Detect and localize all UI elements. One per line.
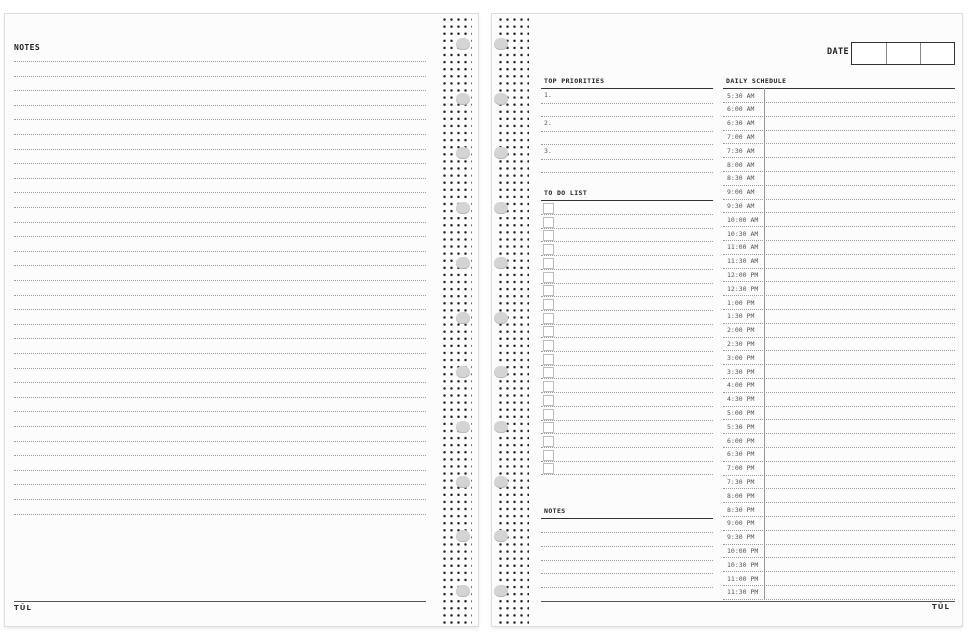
time-slot-line[interactable] — [723, 599, 955, 600]
time-slot-label: 8:00 PM — [727, 491, 755, 500]
ruled-line[interactable] — [14, 397, 426, 398]
todo-line[interactable] — [541, 241, 713, 242]
schedule-heading: DAILY SCHEDULE — [726, 77, 787, 85]
priority-number: 1. — [544, 91, 552, 99]
todo-line[interactable] — [541, 296, 713, 297]
time-slot-line[interactable] — [723, 171, 955, 172]
time-slot-line[interactable] — [723, 488, 955, 489]
ruled-line[interactable] — [14, 455, 426, 456]
todo-line[interactable] — [541, 310, 713, 311]
time-slot-label: 8:30 AM — [727, 174, 755, 183]
ruled-line[interactable] — [14, 280, 426, 281]
time-slot-line[interactable] — [723, 130, 955, 131]
time-slot-label: 10:00 PM — [727, 546, 759, 555]
ruled-line[interactable] — [541, 573, 713, 574]
time-slot-line[interactable] — [723, 102, 955, 103]
ruled-line[interactable] — [14, 236, 426, 237]
ruled-line[interactable] — [14, 90, 426, 91]
footer-rule-right — [541, 601, 955, 602]
todo-checkbox[interactable] — [543, 217, 554, 228]
time-slot-label: 8:30 PM — [727, 505, 755, 514]
ruled-line[interactable] — [14, 295, 426, 296]
time-slot-label: 12:30 PM — [727, 284, 759, 293]
brand-logo: TŪL — [14, 604, 32, 612]
time-slot-line[interactable] — [723, 571, 955, 572]
time-slot-line[interactable] — [723, 185, 955, 186]
binder-ring — [456, 93, 470, 105]
binder-ring — [456, 476, 470, 488]
time-slot-label: 10:30 PM — [727, 560, 759, 569]
left-notes-page — [5, 14, 478, 626]
time-slot-line[interactable] — [723, 544, 955, 545]
ruled-line[interactable] — [14, 251, 426, 252]
time-slot-line[interactable] — [723, 212, 955, 213]
notes-rule — [541, 518, 713, 519]
todo-line[interactable] — [541, 378, 713, 379]
time-slot-line[interactable] — [723, 143, 955, 144]
priority-line[interactable] — [541, 116, 713, 117]
schedule-divider — [764, 88, 765, 600]
ruled-line[interactable] — [14, 324, 426, 325]
ruled-line[interactable] — [541, 532, 713, 533]
time-slot-line[interactable] — [723, 557, 955, 558]
time-slot-line[interactable] — [723, 350, 955, 351]
priority-line[interactable] — [541, 103, 713, 104]
time-slot-label: 1:00 PM — [727, 298, 755, 307]
ruled-line[interactable] — [14, 499, 426, 500]
schedule-rule — [723, 88, 955, 89]
todo-checkbox[interactable] — [543, 203, 554, 214]
ruled-line[interactable] — [14, 105, 426, 106]
todo-line[interactable] — [541, 228, 713, 229]
time-slot-label: 11:30 AM — [727, 257, 759, 266]
time-slot-line[interactable] — [723, 226, 955, 227]
todo-checkbox[interactable] — [543, 463, 554, 474]
time-slot-line[interactable] — [723, 157, 955, 158]
time-slot-label: 8:00 AM — [727, 160, 755, 169]
brand-logo-right: TŪL — [932, 603, 950, 611]
priority-number: 2. — [544, 119, 552, 127]
binder-ring — [494, 93, 508, 105]
priority-line[interactable] — [541, 131, 713, 132]
time-slot-line[interactable] — [723, 585, 955, 586]
todo-checkbox[interactable] — [543, 450, 554, 461]
ruled-line[interactable] — [14, 514, 426, 515]
priority-number: 3. — [544, 147, 552, 155]
time-slot-line[interactable] — [723, 254, 955, 255]
time-slot-label: 5:30 AM — [727, 91, 755, 100]
time-slot-line[interactable] — [723, 516, 955, 517]
binder-ring — [494, 257, 508, 269]
ruled-line[interactable] — [14, 382, 426, 383]
time-slot-label: 3:30 PM — [727, 367, 755, 376]
todo-checkbox[interactable] — [543, 299, 554, 310]
time-slot-line[interactable] — [723, 309, 955, 310]
todo-line[interactable] — [541, 461, 713, 462]
binder-ring — [456, 366, 470, 378]
todo-rule — [541, 200, 713, 201]
ruled-line[interactable] — [14, 76, 426, 77]
date-field[interactable] — [851, 42, 955, 65]
todo-line[interactable] — [541, 447, 713, 448]
todo-line[interactable] — [541, 351, 713, 352]
todo-heading: TO DO LIST — [544, 189, 588, 197]
binder-ring — [494, 366, 508, 378]
todo-line[interactable] — [541, 474, 713, 475]
time-slot-label: 2:30 PM — [727, 339, 755, 348]
ruled-line[interactable] — [14, 426, 426, 427]
ruled-line[interactable] — [14, 207, 426, 208]
ruled-line[interactable] — [14, 411, 426, 412]
time-slot-label: 5:30 PM — [727, 422, 755, 431]
priority-line[interactable] — [541, 172, 713, 173]
time-slot-label: 10:00 AM — [727, 215, 759, 224]
time-slot-line[interactable] — [723, 323, 955, 324]
time-slot-line[interactable] — [723, 502, 955, 503]
time-slot-label: 9:30 AM — [727, 201, 755, 210]
top-priorities-rule — [541, 88, 713, 89]
todo-checkbox[interactable] — [543, 395, 554, 406]
time-slot-label: 3:00 PM — [727, 353, 755, 362]
ruled-line[interactable] — [14, 338, 426, 339]
ruled-line[interactable] — [14, 265, 426, 266]
notes-heading-right: NOTES — [544, 507, 566, 515]
todo-checkbox[interactable] — [543, 313, 554, 324]
date-label: DATE — [827, 47, 850, 57]
ruled-line[interactable] — [14, 484, 426, 485]
time-slot-label: 7:30 PM — [727, 477, 755, 486]
todo-line[interactable] — [541, 214, 713, 215]
todo-checkbox[interactable] — [543, 272, 554, 283]
ruled-line[interactable] — [14, 61, 426, 62]
ruled-line[interactable] — [541, 587, 713, 588]
binder-ring — [494, 530, 508, 542]
time-slot-label: 6:30 PM — [727, 450, 755, 459]
ruled-line[interactable] — [14, 134, 426, 135]
binder-ring — [494, 421, 508, 433]
ruled-line[interactable] — [14, 222, 426, 223]
binder-ring — [456, 38, 470, 50]
time-slot-label: 6:00 PM — [727, 436, 755, 445]
time-slot-line[interactable] — [723, 199, 955, 200]
binder-ring — [494, 202, 508, 214]
ruled-line[interactable] — [14, 441, 426, 442]
todo-checkbox[interactable] — [543, 326, 554, 337]
time-slot-line[interactable] — [723, 364, 955, 365]
binder-ring — [494, 312, 508, 324]
time-slot-line[interactable] — [723, 419, 955, 420]
todo-checkbox[interactable] — [543, 367, 554, 378]
binder-ring — [494, 476, 508, 488]
ruled-line[interactable] — [14, 368, 426, 369]
time-slot-label: 12:00 PM — [727, 270, 759, 279]
todo-line[interactable] — [541, 255, 713, 256]
binder-ring — [494, 38, 508, 50]
todo-line[interactable] — [541, 365, 713, 366]
ruled-line[interactable] — [14, 178, 426, 179]
time-slot-label: 9:30 PM — [727, 533, 755, 542]
binder-ring — [456, 530, 470, 542]
ruled-line[interactable] — [541, 560, 713, 561]
time-slot-line[interactable] — [723, 530, 955, 531]
time-slot-line[interactable] — [723, 433, 955, 434]
time-slot-label: 1:30 PM — [727, 312, 755, 321]
todo-checkbox[interactable] — [543, 422, 554, 433]
todo-checkbox[interactable] — [543, 230, 554, 241]
time-slot-label: 7:00 PM — [727, 464, 755, 473]
time-slot-label: 6:30 AM — [727, 119, 755, 128]
todo-checkbox[interactable] — [543, 258, 554, 269]
time-slot-label: 10:30 AM — [727, 229, 759, 238]
time-slot-label: 11:30 PM — [727, 588, 759, 597]
time-slot-label: 9:00 AM — [727, 188, 755, 197]
time-slot-label: 7:00 AM — [727, 132, 755, 141]
todo-line[interactable] — [541, 433, 713, 434]
ruled-line[interactable] — [14, 149, 426, 150]
time-slot-line[interactable] — [723, 447, 955, 448]
priority-line[interactable] — [541, 159, 713, 160]
binder-ring — [494, 585, 508, 597]
priority-line[interactable] — [541, 144, 713, 145]
footer-rule — [14, 601, 426, 602]
todo-checkbox[interactable] — [543, 340, 554, 351]
todo-line[interactable] — [541, 420, 713, 421]
right-planner-page — [492, 14, 962, 626]
time-slot-line[interactable] — [723, 268, 955, 269]
time-slot-label: 2:00 PM — [727, 326, 755, 335]
time-slot-line[interactable] — [723, 295, 955, 296]
ruled-line[interactable] — [14, 353, 426, 354]
ruled-line[interactable] — [14, 470, 426, 471]
ruled-line[interactable] — [14, 192, 426, 193]
todo-line[interactable] — [541, 283, 713, 284]
todo-checkbox[interactable] — [543, 381, 554, 392]
time-slot-line[interactable] — [723, 116, 955, 117]
time-slot-label: 7:30 AM — [727, 146, 755, 155]
time-slot-line[interactable] — [723, 461, 955, 462]
time-slot-label: 11:00 PM — [727, 574, 759, 583]
ruled-line[interactable] — [14, 119, 426, 120]
todo-line[interactable] — [541, 406, 713, 407]
binder-ring — [456, 202, 470, 214]
time-slot-label: 4:30 PM — [727, 395, 755, 404]
ruled-line[interactable] — [541, 546, 713, 547]
todo-line[interactable] — [541, 324, 713, 325]
time-slot-label: 6:00 AM — [727, 105, 755, 114]
todo-checkbox[interactable] — [543, 436, 554, 447]
time-slot-label: 9:00 PM — [727, 519, 755, 528]
todo-checkbox[interactable] — [543, 244, 554, 255]
todo-checkbox[interactable] — [543, 354, 554, 365]
time-slot-line[interactable] — [723, 406, 955, 407]
ruled-line[interactable] — [14, 163, 426, 164]
todo-checkbox[interactable] — [543, 285, 554, 296]
todo-line[interactable] — [541, 337, 713, 338]
todo-line[interactable] — [541, 392, 713, 393]
time-slot-label: 11:00 AM — [727, 243, 759, 252]
time-slot-line[interactable] — [723, 475, 955, 476]
binder-ring — [456, 585, 470, 597]
todo-line[interactable] — [541, 269, 713, 270]
time-slot-line[interactable] — [723, 337, 955, 338]
time-slot-line[interactable] — [723, 392, 955, 393]
time-slot-label: 4:00 PM — [727, 381, 755, 390]
time-slot-line[interactable] — [723, 378, 955, 379]
time-slot-line[interactable] — [723, 281, 955, 282]
binder-ring — [456, 421, 470, 433]
ruled-line[interactable] — [14, 309, 426, 310]
time-slot-label: 5:00 PM — [727, 408, 755, 417]
top-priorities-heading: TOP PRIORITIES — [544, 77, 605, 85]
binder-ring — [456, 257, 470, 269]
binder-ring — [456, 312, 470, 324]
time-slot-line[interactable] — [723, 240, 955, 241]
notes-heading: NOTES — [14, 43, 41, 52]
todo-checkbox[interactable] — [543, 409, 554, 420]
